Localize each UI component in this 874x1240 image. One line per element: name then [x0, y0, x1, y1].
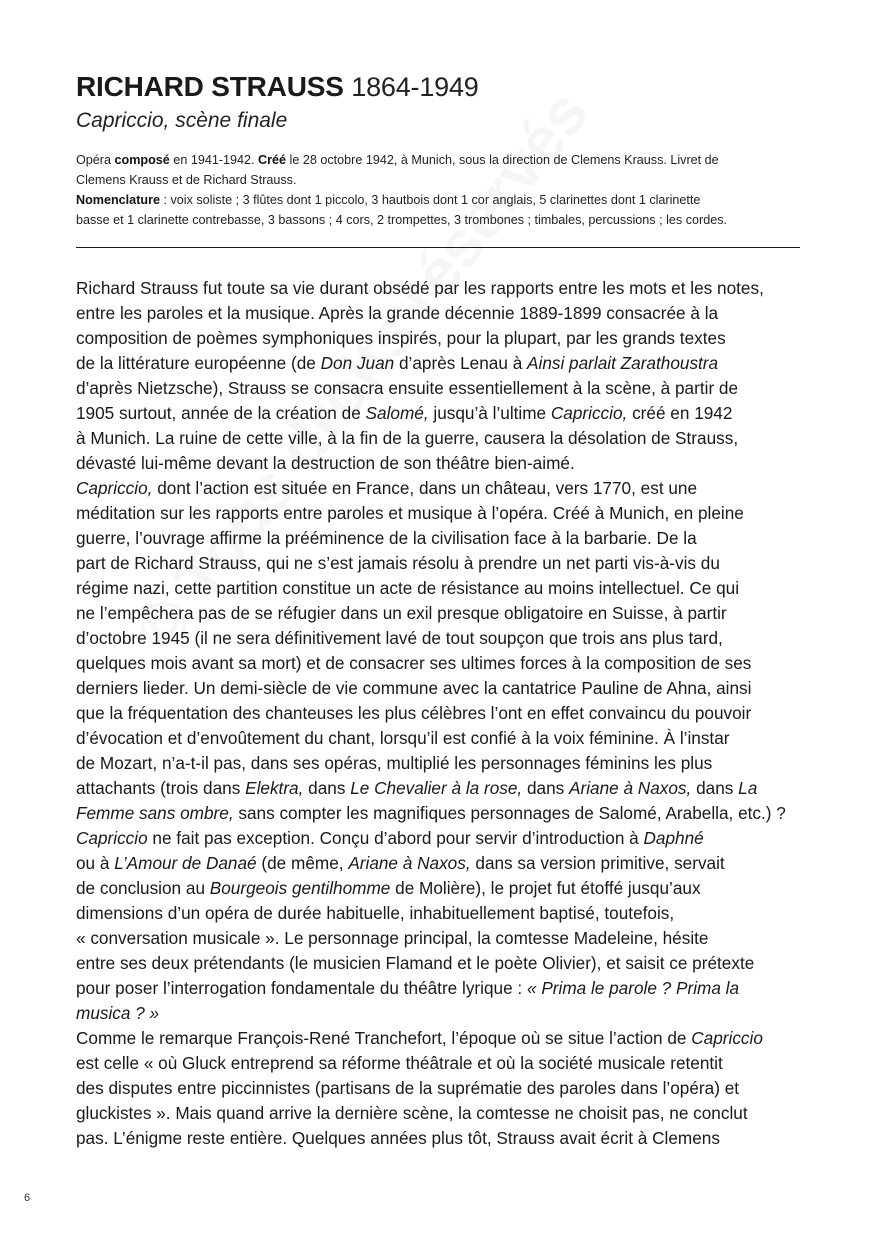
text-run: pour poser l’interrogation fondamentale du théâtre lyrique :: [76, 978, 527, 998]
text-run: (de même,: [256, 853, 349, 873]
composer-dates: 1864-1949: [351, 72, 479, 102]
meta-bold-composed: composé: [114, 153, 170, 167]
text-run: d’octobre 1945 (il ne sera définitivement lavé de tout soupçon que trois ans plus tard,: [76, 628, 723, 648]
nomenclature-text: : voix soliste ; 3 flûtes dont 1 piccolo, 3 hautbois dont 1 cor anglais, 5 clarinettes dont 1 clarinette: [159, 193, 701, 207]
body-line: [76, 451, 806, 476]
text-run: sans compter les magnifiques personnages de Salomé, Arabella, etc.) ?: [233, 803, 786, 823]
nomenclature-line-1: [76, 190, 800, 210]
italic-run: musica ? »: [76, 1003, 160, 1023]
composition-info-line-1: [76, 150, 800, 170]
body-line: [76, 826, 806, 851]
text-run: part de Richard Strauss, qui ne s’est jamais résolu à prendre un net parti vis-à-vis du: [76, 553, 720, 573]
text-run: régime nazi, cette partition constitue un acte de résistance au moins intellectuel. Ce qui: [76, 578, 740, 598]
meta-text: en 1941-1942.: [169, 153, 259, 167]
title-row: [76, 70, 800, 104]
nomenclature-label: Nomenclature: [76, 193, 160, 207]
body-line: [76, 1076, 806, 1101]
text-run: dévasté lui-même devant la destruction de son théâtre bien-aimé.: [76, 453, 575, 473]
meta-bold-premiered: Créé: [258, 153, 287, 167]
body-line: [76, 326, 806, 351]
body-line: [76, 726, 806, 751]
text-run: composition de poèmes symphoniques inspirés, pour la plupart, par les grands textes: [76, 328, 726, 348]
body-line: [76, 926, 806, 951]
italic-run: Ariane à Naxos,: [348, 853, 471, 873]
italic-run: Capriccio,: [76, 478, 153, 498]
body-line: [76, 1026, 806, 1051]
italic-run: Ainsi parlait Zarathoustra: [527, 353, 719, 373]
text-run: méditation sur les rapports entre paroles et musique à l’opéra. Créé à Munich, en pleine: [76, 503, 744, 523]
italic-run: Bourgeois gentilhomme: [209, 878, 391, 898]
body-line: [76, 576, 806, 601]
text-run: dans: [691, 778, 739, 798]
page-number: 6: [24, 1192, 31, 1204]
text-run: pas. L’énigme reste entière. Quelques années plus tôt, Strauss avait écrit à Clemens: [76, 1128, 720, 1148]
meta-text: Opéra: [76, 153, 115, 167]
text-run: est celle « où Gluck entreprend sa réforme théâtrale et où la société musicale retentit: [76, 1053, 723, 1073]
text-run: jusqu’à l’ultime: [428, 403, 551, 423]
composition-info-line-2: Clemens Krauss et de Richard Strauss.: [76, 173, 297, 187]
body-line: [76, 651, 806, 676]
body-line: [76, 876, 806, 901]
nomenclature-line-2: basse et 1 clarinette contrebasse, 3 bassons ; 4 cors, 2 trompettes, 3 trombones ; timbales, percussions ; les cordes.: [76, 213, 727, 227]
text-run: dans sa version primitive, servait: [470, 853, 725, 873]
text-run: quelques mois avant sa mort) et de consacrer ses ultimes forces à la composition de ses: [76, 653, 752, 673]
text-run: dont l’action est située en France, dans un château, vers 1770, est une: [152, 478, 698, 498]
body-line: [76, 801, 806, 826]
text-run: ne fait pas exception. Conçu d’abord pour servir d’introduction à: [147, 828, 644, 848]
body-line: [76, 751, 806, 776]
body-line: [76, 551, 806, 576]
body-line: [76, 851, 806, 876]
body-line: [76, 701, 806, 726]
text-run: dimensions d’un opéra de durée habituelle, inhabituellement baptisé, toutefois,: [76, 903, 675, 923]
body-line: [76, 1101, 806, 1126]
text-run: que la fréquentation des chanteuses les plus célèbres l’ont en effet convaincu du pouvoir: [76, 703, 752, 723]
italic-run: Capriccio: [691, 1028, 763, 1048]
text-run: entre ses deux prétendants (le musicien Flamand et le poète Olivier), et saisit ce prétexte: [76, 953, 755, 973]
text-run: 1905 surtout, année de la création de: [76, 403, 366, 423]
italic-run: Don Juan: [320, 353, 395, 373]
text-run: Comme le remarque François-René Tranchefort, l’époque où se situe l’action de: [76, 1028, 692, 1048]
body-line: [76, 601, 806, 626]
body-line: [76, 976, 806, 1001]
body-line: [76, 351, 806, 376]
italic-run: « Prima le parole ? Prima la: [526, 978, 740, 998]
text-run: guerre, l’ouvrage affirme la prééminence de la civilisation face à la barbarie. De la: [76, 528, 697, 548]
italic-run: La: [738, 778, 758, 798]
italic-run: L’Amour de Danaé: [114, 853, 257, 873]
body-line: [76, 676, 806, 701]
body-line: [76, 476, 806, 501]
italic-run: Le Chevalier à la rose,: [350, 778, 523, 798]
meta-text: le 28 octobre 1942, à Munich, sous la direction de Clemens Krauss. Livret de: [286, 153, 719, 167]
body-line: [76, 376, 806, 401]
italic-run: Femme sans ombre,: [76, 803, 234, 823]
text-run: attachants (trois dans: [76, 778, 246, 798]
text-run: derniers lieder. Un demi-siècle de vie commune avec la cantatrice Pauline de Ahna, ainsi: [76, 678, 752, 698]
body-line: [76, 626, 806, 651]
text-run: entre les paroles et la musique. Après la grande décennie 1889-1899 consacrée à la: [76, 303, 719, 323]
text-run: de la littérature européenne (de: [76, 353, 321, 373]
text-run: ne l’empêchera pas de se réfugier dans un exil presque obligatoire en Suisse, à partir: [76, 603, 727, 623]
text-run: d’après Nietzsche), Strauss se consacra ensuite essentiellement à la scène, à partir de: [76, 378, 739, 398]
text-run: gluckistes ». Mais quand arrive la dernière scène, la comtesse ne choisit pas, ne conclut: [76, 1103, 748, 1123]
italic-run: Daphné: [643, 828, 704, 848]
body-line: [76, 501, 806, 526]
body-line: [76, 526, 806, 551]
body-line: [76, 276, 806, 301]
work-header: [76, 70, 800, 230]
composer-name: RICHARD STRAUSS: [76, 71, 344, 102]
body-line: [76, 1051, 806, 1076]
body-line: [76, 1126, 806, 1151]
text-run: d’évocation et d’envoûtement du chant, lorsqu’il est confié à la voix féminine. À l’instar: [76, 728, 730, 748]
italic-run: Capriccio,: [550, 403, 628, 423]
text-run: dans: [522, 778, 570, 798]
body-text: [76, 276, 806, 1151]
text-run: créé en 1942: [627, 403, 733, 423]
body-line: [76, 951, 806, 976]
body-line: [76, 776, 806, 801]
section-divider: [76, 247, 800, 248]
italic-run: Capriccio: [76, 828, 148, 848]
text-run: des disputes entre piccinnistes (partisans de la suprématie des paroles dans l’opéra) et: [76, 1078, 740, 1098]
work-metadata: [76, 150, 800, 230]
text-run: de conclusion au: [76, 878, 210, 898]
text-run: de Molière), le projet fut étoffé jusqu’aux: [390, 878, 701, 898]
italic-run: Elektra,: [245, 778, 304, 798]
work-title: Capriccio, scène finale: [76, 109, 288, 132]
text-run: de Mozart, n’a-t-il pas, dans ses opéras, multiplié les personnages féminins les plus: [76, 753, 713, 773]
body-line: [76, 426, 806, 451]
body-line: [76, 301, 806, 326]
body-line: [76, 401, 806, 426]
italic-run: Salomé,: [365, 403, 429, 423]
italic-run: Ariane à Naxos,: [569, 778, 692, 798]
body-line: [76, 1001, 806, 1026]
text-run: d’après Lenau à: [394, 353, 528, 373]
text-run: « conversation musicale ». Le personnage principal, la comtesse Madeleine, hésite: [76, 928, 709, 948]
text-run: dans: [303, 778, 351, 798]
text-run: à Munich. La ruine de cette ville, à la fin de la guerre, causera la désolation de Strauss,: [76, 428, 739, 448]
text-run: ou à: [76, 853, 115, 873]
body-line: [76, 901, 806, 926]
text-run: Richard Strauss fut toute sa vie durant obsédé par les rapports entre les mots et les notes,: [76, 278, 764, 298]
